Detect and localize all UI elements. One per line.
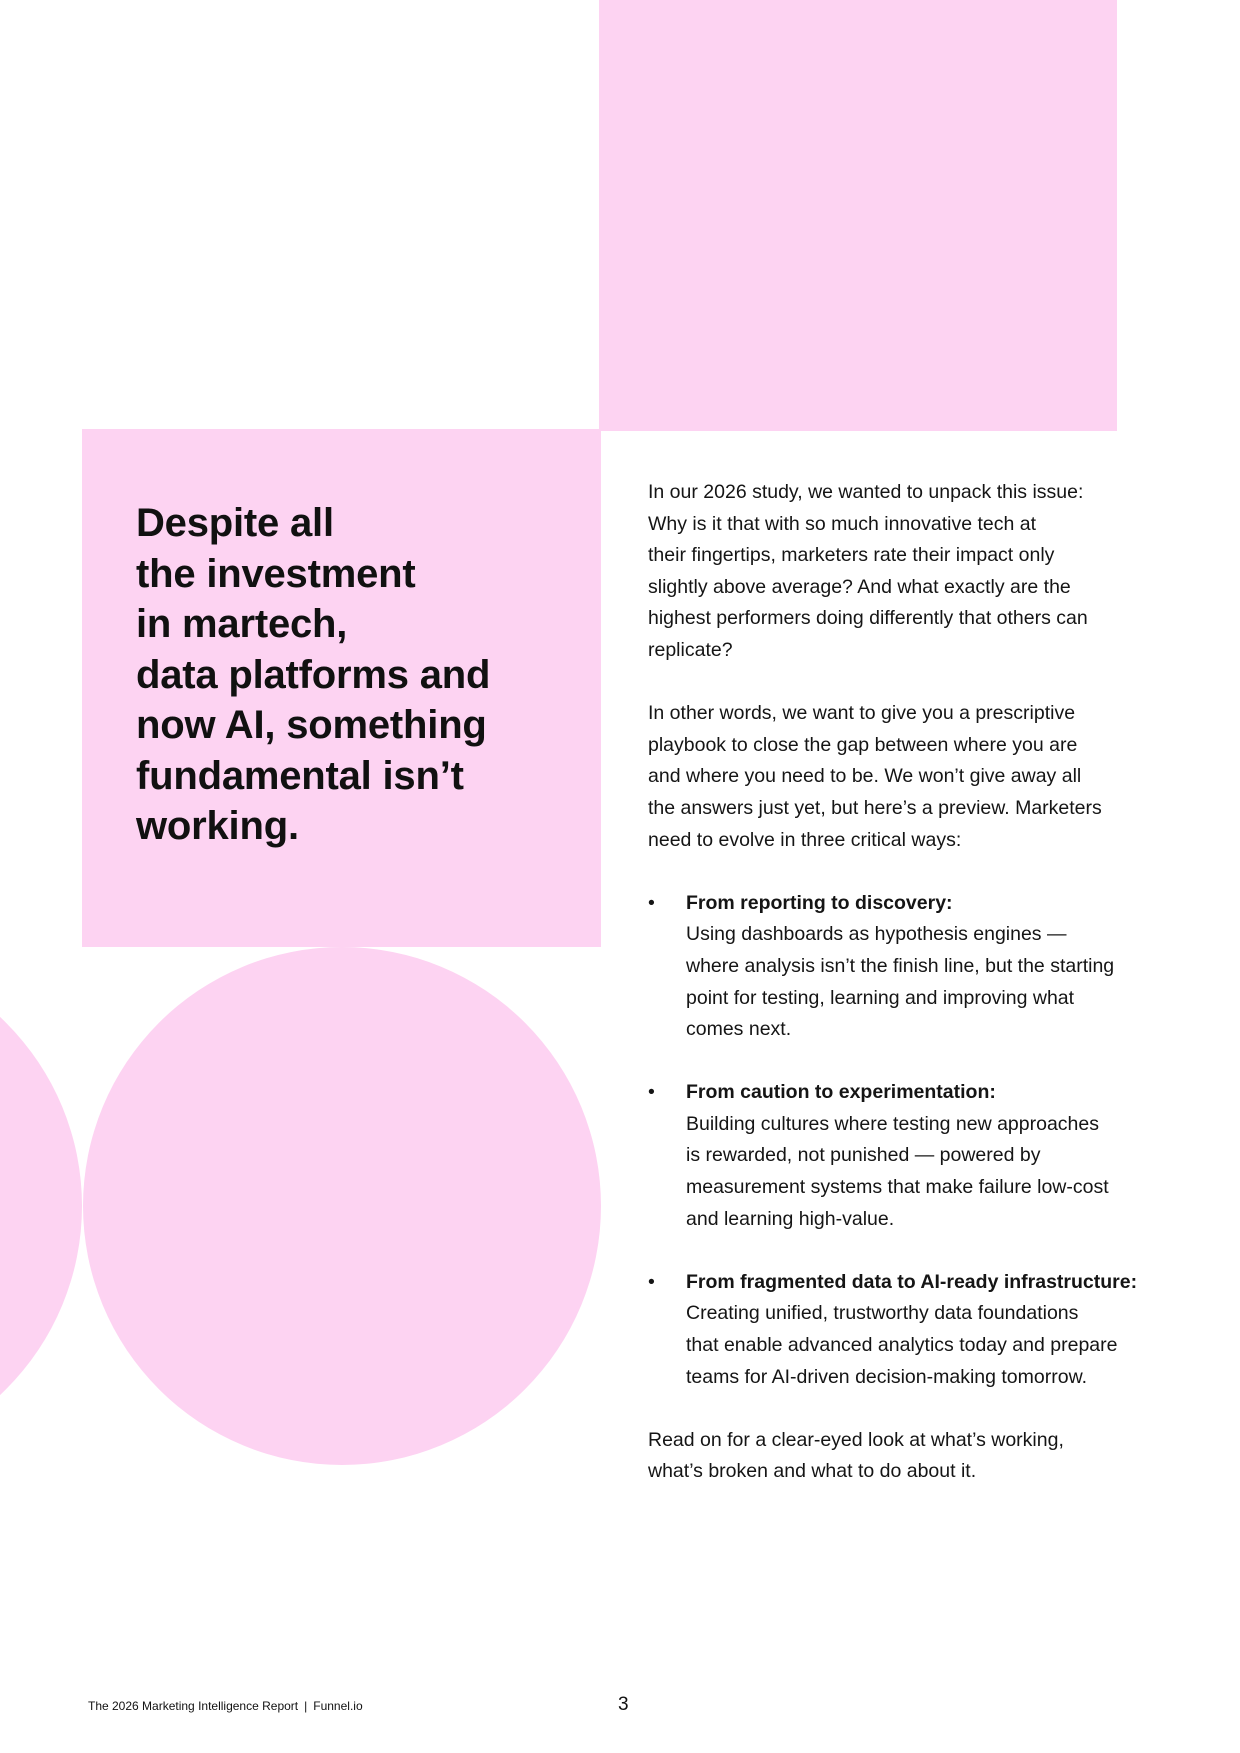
decorative-pink-circle-partial xyxy=(0,947,82,1465)
paragraph-line: their fingertips, marketers rate their impact only xyxy=(648,544,1055,567)
bullet-dot: • xyxy=(648,1081,655,1104)
footer-brand: Funnel.io xyxy=(313,1699,363,1713)
headline-line: the investment xyxy=(136,551,416,596)
bullet-line: teams for AI-driven decision-making tomorrow. xyxy=(686,1365,1087,1388)
paragraph-line: Why is it that with so much innovative tech at xyxy=(648,512,1037,535)
footer-separator: | xyxy=(304,1699,308,1713)
paragraph-line: In our 2026 study, we wanted to unpack this issue: xyxy=(648,481,1084,503)
body-text-column xyxy=(648,477,1168,1488)
paragraph-line: Read on for a clear-eyed look at what’s working, xyxy=(648,1428,1064,1451)
headline-line: data platforms and xyxy=(136,652,491,697)
bullet-line: point for testing, learning and improving what xyxy=(686,986,1075,1009)
bullet-line: and learning high-value. xyxy=(686,1207,895,1230)
paragraph-line: playbook to close the gap between where you are xyxy=(648,733,1078,756)
paragraph-line: and where you need to be. We won’t give away all xyxy=(648,765,1082,788)
list-item xyxy=(648,1267,1168,1393)
bullet-line: where analysis isn’t the finish line, but the starting xyxy=(686,954,1115,977)
page-number: 3 xyxy=(618,1694,629,1715)
bullet-line: that enable advanced analytics today and prepare xyxy=(686,1334,1118,1357)
bullet-title: From reporting to discovery: xyxy=(686,891,953,914)
bullet-dot: • xyxy=(648,1270,655,1293)
bullet-title: From fragmented data to AI-ready infrastructure: xyxy=(686,1270,1138,1293)
paragraph-line: need to evolve in three critical ways: xyxy=(648,828,962,851)
paragraph-line: what’s broken and what to do about it. xyxy=(648,1460,977,1483)
list-item xyxy=(648,1077,1168,1235)
footer-report-title: The 2026 Marketing Intelligence Report xyxy=(88,1699,299,1713)
bullet-line: Creating unified, trustworthy data foundations xyxy=(686,1302,1079,1325)
headline-line: working. xyxy=(136,804,299,848)
paragraph-line: replicate? xyxy=(648,638,733,661)
decorative-pink-square-top xyxy=(599,0,1117,431)
headline-line: now AI, something xyxy=(136,703,487,747)
paragraph-line: In other words, we want to give you a prescriptive xyxy=(648,702,1076,725)
bullet-line: comes next. xyxy=(686,1018,792,1041)
closing-paragraph xyxy=(648,1425,1168,1488)
intro-paragraph xyxy=(648,477,1168,667)
footer-report-label xyxy=(88,1699,363,1713)
decorative-pink-circle xyxy=(83,947,601,1465)
bullet-line: Building cultures where testing new approaches xyxy=(686,1112,1099,1135)
headline-line: in martech, xyxy=(136,602,348,646)
paragraph-line: the answers just yet, but here’s a preview. Marketers xyxy=(648,796,1102,819)
pull-quote-headline xyxy=(136,498,576,852)
paragraph-line: slightly above average? And what exactly are the xyxy=(648,575,1071,598)
headline-line: fundamental isn’t xyxy=(136,753,464,798)
headline-line: Despite all xyxy=(136,501,334,545)
bullet-title: From caution to experimentation: xyxy=(686,1081,996,1104)
bullet-line: Using dashboards as hypothesis engines — xyxy=(686,923,1067,946)
list-item xyxy=(648,888,1168,1046)
bullet-dot: • xyxy=(648,891,655,914)
bullet-line: is rewarded, not punished — powered by xyxy=(686,1144,1041,1167)
bullet-line: measurement systems that make failure low-cost xyxy=(686,1176,1109,1199)
paragraph-line: highest performers doing differently that others can xyxy=(648,607,1088,630)
bullet-list xyxy=(648,888,1168,1394)
second-paragraph xyxy=(648,698,1168,856)
